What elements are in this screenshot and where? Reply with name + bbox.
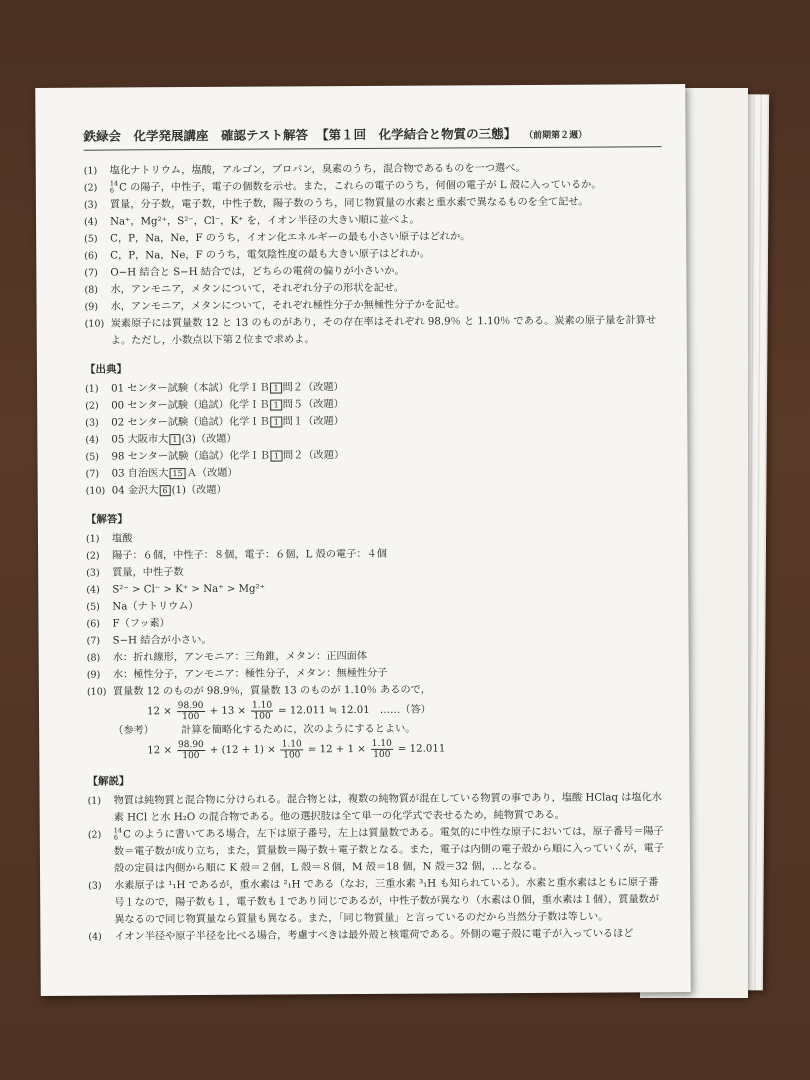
- fraction: $\frac{98.90}{100}$: [177, 700, 204, 722]
- explanation-list: [88, 789, 667, 946]
- source-text: 02 センター試験（追試）化学ＩＢ 1 問１（改題）: [111, 416, 344, 429]
- answer-text: F（フッ素）: [112, 618, 170, 630]
- boxed-number: 1: [271, 399, 282, 410]
- sources-list: [85, 377, 664, 500]
- question-number: (4): [84, 216, 98, 228]
- source-text: 00 センター試験（追試）化学ＩＢ 1 問５（改題）: [111, 399, 344, 412]
- title-right: 【第１回 化学結合と物質の三態】: [315, 126, 517, 143]
- isotope-notation: 14 6: [113, 826, 123, 842]
- boxed-number: 1: [270, 382, 281, 393]
- explanation-text: 14 6 C のように書いてある場合，左下は原子番号，左上は質量数である。電気的に中性な原子においては，原子番号＝陽子数＝電子数が成り立ち，また，質量数＝陽子数＋電子数となる。また，電子は内側の電子殻から順に入っていくが，電子殻の定員は内側から順に K 殻＝２個，L 殻＝８個，M 殻＝18 個，N 殻＝32 個，…となる。: [113, 826, 665, 875]
- page-title: [83, 124, 661, 151]
- explanation-number: (4): [88, 931, 102, 943]
- explanation-item: [88, 925, 666, 946]
- answer-number: (5): [86, 601, 100, 613]
- explanation-number: (2): [87, 829, 102, 841]
- question-number: (2): [83, 182, 98, 194]
- source-text: 05 大阪市大 1 (3)（改題）: [111, 433, 237, 446]
- question-text: C，P，Na，Ne，F のうち，イオン化エネルギーの最も小さい原子はどれか。: [110, 231, 471, 245]
- source-text: 01 センター試験（本試）化学ＩＢ 1 問２（改題）: [111, 382, 344, 395]
- answer-text: 質量，中性子数: [112, 567, 184, 579]
- question-number: (5): [84, 233, 98, 245]
- boxed-number: 1: [271, 416, 282, 427]
- answer-number: (4): [86, 584, 100, 596]
- answer-number: (6): [86, 618, 101, 630]
- source-item: [86, 479, 664, 500]
- isotope-notation: 14 6: [109, 179, 119, 195]
- title-note: （前期第２週）: [524, 130, 588, 142]
- question-text: 塩化ナトリウム，塩酸，アルゴン，プロパン，臭素のうち，混合物であるものを一つ選べ。: [109, 162, 526, 177]
- fraction: $\frac{1.10}{100}$: [281, 738, 302, 760]
- source-text: 04 金沢大 6 (1)（改題）: [111, 484, 227, 497]
- question-item: [85, 312, 663, 350]
- answer-text: 質量数 12 のものが 98.9％，質量数 13 のものが 1.10％ あるので，: [112, 684, 431, 698]
- document-page: [35, 84, 691, 996]
- question-text: C，P，Na，Ne，F のうち，電気陰性度の最も大きい原子はどれか。: [110, 248, 431, 262]
- answers-list: [86, 527, 665, 701]
- source-number: (7): [85, 468, 100, 480]
- title-left: 鉄緑会 化学発展講座 確認テスト解答: [83, 127, 309, 144]
- source-number: (1): [85, 383, 99, 395]
- reference-note: （参考） 計算を簡略化するために，次のようにするとよい。: [113, 723, 416, 737]
- boxed-number: 6: [159, 485, 170, 496]
- question-text: Na⁺，Mg²⁺，S²⁻，Cl⁻，K⁺ を，イオン半径の大きい順に並べよ。: [110, 214, 420, 228]
- answer-text: 水：折れ線形，アンモニア：三角錐，メタン：正四面体: [112, 650, 368, 664]
- question-text: O−H 結合と S−H 結合では，どちらの電荷の偏りが小さいか。: [110, 265, 405, 279]
- equation-2: 12 × $\frac{98.90}{100}$ + (12 + 1) × $\frac{1.10}{100}$ = 12 + 1 × $\frac{1.10}{100}$ = 12.011: [147, 738, 446, 761]
- answer-number: (10): [86, 686, 107, 698]
- answer-text: 陽子：６個，中性子：８個，電子：６個，L 殻の電子：４個: [112, 548, 388, 562]
- answer-text: Na（ナトリウム）: [112, 601, 199, 613]
- explanation-text: 水素原子は ¹₁H であるが，重水素は ²₁H である（なお，三重水素 ³₁H も知られている）。水素と重水素はともに原子番号１なので，陽子数も１，電子数も１であり同じであるが，中性子数が異なり（水素は０個，重水素は１個），質量数が異なるので同じ物質量なら質量も異なる。また，「同じ物質量」と言っているのだから当然分子数は等しい。: [114, 877, 660, 926]
- answer-number: (3): [86, 567, 100, 579]
- answer-text: S²⁻ > Cl⁻ > K⁺ > Na⁺ > Mg²⁺: [112, 583, 266, 596]
- source-number: (5): [85, 451, 99, 463]
- question-text: 水，アンモニア，メタンについて，それぞれ極性分子か無極性分子かを記せ。: [110, 299, 466, 313]
- boxed-number: 15: [170, 468, 186, 479]
- answer-number: (2): [86, 550, 100, 562]
- explanation-text: イオン半径や原子半径を比べる場合，考慮すべきは最外殻と核電荷である。外側の電子殻に電子が入っているほど: [114, 928, 634, 943]
- answer-number: (1): [85, 533, 100, 545]
- answers-heading: 【解答】: [85, 513, 128, 526]
- answer-text: 塩酸: [111, 533, 133, 545]
- fraction: $\frac{1.10}{100}$: [371, 738, 392, 760]
- answer-number: (7): [86, 635, 101, 647]
- answer-text: 水：極性分子，アンモニア：極性分子，メタン：無極性分子: [112, 667, 388, 681]
- boxed-number: 1: [169, 434, 180, 445]
- question-number: (10): [84, 318, 105, 330]
- source-number: (4): [85, 434, 99, 446]
- source-text: 98 センター試験（追試）化学ＩＢ 1 問２（改題）: [111, 450, 345, 463]
- question-number: (9): [84, 301, 99, 313]
- answer-number: (9): [86, 669, 101, 681]
- explanation-number: (1): [87, 795, 102, 807]
- question-number: (7): [84, 267, 98, 279]
- explanation-number: (3): [88, 880, 102, 892]
- question-number: (3): [83, 199, 98, 211]
- fraction: $\frac{98.90}{100}$: [177, 739, 204, 761]
- question-text: 14 6 C の陽子，中性子，電子の個数を示せ。また，これらの電子のうち，何個の電子が L 殻に入っているか。: [109, 179, 602, 195]
- question-text: 炭素原子には質量数 12 と 13 のものがあり，その存在率はそれぞれ 98.9％ と 1.10％ である。炭素の原子量を計算せよ。ただし，小数点以下第２位まで求めよ。: [110, 315, 657, 347]
- question-list: [84, 159, 663, 350]
- explanation-item: [88, 789, 666, 827]
- source-text: 03 自治医大 15 Ａ（改題）: [111, 467, 238, 480]
- question-number: (8): [84, 284, 98, 296]
- question-number: (1): [83, 165, 98, 177]
- explanation-text: 物質は純物質と混合物に分けられる。混合物とは，複数の純物質が混在している物質の事であり，塩酸 HClaq は塩化水素 HCl と水 H₂O の混合物である。他の選択肢は全て単一の化学式で表せるため，純物質である。: [113, 792, 663, 824]
- source-number: (3): [85, 417, 99, 429]
- boxed-number: 1: [271, 450, 282, 461]
- fraction: $\frac{1.10}{100}$: [252, 700, 273, 722]
- explanation-heading: 【解説】: [87, 775, 130, 788]
- question-number: (6): [84, 250, 98, 262]
- sources-heading: 【出典】: [84, 363, 127, 376]
- answer-text: S−H 結合が小さい。: [112, 634, 212, 647]
- question-text: 質量，分子数，電子数，中性子数，陽子数のうち，同じ物質量の水素と重水素で異なるものを全て記せ。: [109, 196, 589, 211]
- answer-number: (8): [86, 652, 101, 664]
- source-number: (10): [85, 485, 106, 497]
- answer-item: [87, 680, 665, 701]
- equation-1: 12 × $\frac{98.90}{100}$ + 13 × $\frac{1.10}{100}$ = 12.011 ≒ 12.01 ……（答）: [147, 700, 431, 722]
- question-text: 水，アンモニア，メタンについて，それぞれ分子の形状を記せ。: [110, 282, 404, 296]
- explanation-item: [88, 823, 666, 878]
- explanation-item: [88, 874, 666, 929]
- source-number: (2): [85, 400, 99, 412]
